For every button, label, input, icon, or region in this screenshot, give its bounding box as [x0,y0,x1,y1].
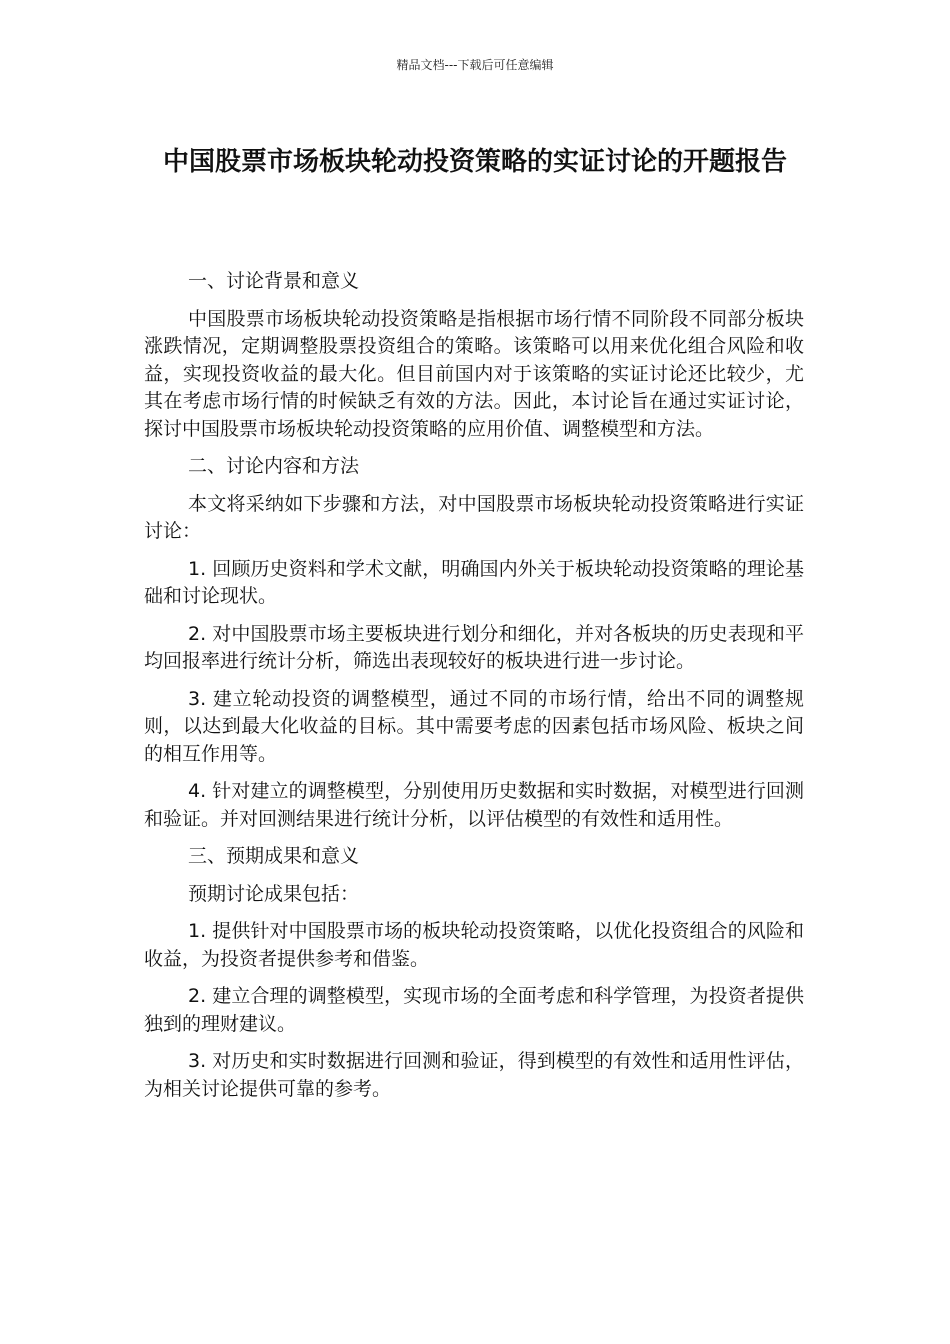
paragraph-results-intro: 预期讨论成果包括： [188,882,360,905]
section-heading-expected-results: 三、预期成果和意义 [188,845,360,867]
list-item-result-2: 2. 建立合理的调整模型，实现市场的全面考虑和科学管理，为投资者提供独到的理财建议。 [144,985,804,1035]
list-item-method-1: 1. 回顾历史资料和学术文献，明确国内外关于板块轮动投资策略的理论基础和讨论现状。 [144,557,804,607]
paragraph-method-intro: 本文将采纳如下步骤和方法，对中国股票市场板块轮动投资策略进行实证讨论： [144,492,804,542]
list-item-result-1: 1. 提供针对中国股票市场的板块轮动投资策略，以优化投资组合的风险和收益，为投资者提供参考和借鉴。 [144,920,804,970]
document-title: 中国股票市场板块轮动投资策略的实证讨论的开题报告 [162,147,787,177]
list-item-method-2: 2. 对中国股票市场主要板块进行划分和细化，并对各板块的历史表现和平均回报率进行统计分析，筛选出表现较好的板块进行进一步讨论。 [144,622,804,672]
list-item-result-3: 3. 对历史和实时数据进行回测和验证，得到模型的有效性和适用性评估，为相关讨论提供可靠的参考。 [144,1050,804,1100]
header-note: 精品文档---下载后可任意编辑 [396,58,554,72]
list-item-method-3: 3. 建立轮动投资的调整模型，通过不同的市场行情，给出不同的调整规则，以达到最大化收益的目标。其中需要考虑的因素包括市场风险、板块之间的相互作用等。 [144,687,804,765]
document-body [144,268,804,1113]
list-item-method-4: 4. 针对建立的调整模型，分别使用历史数据和实时数据，对模型进行回测和验证。并对回测结果进行统计分析，以评估模型的有效性和适用性。 [144,780,804,830]
paragraph-background: 中国股票市场板块轮动投资策略是指根据市场行情不同阶段不同部分板块涨跌情况，定期调整股票投资组合的策略。该策略可以用来优化组合风险和收益，实现投资收益的最大化。但目前国内对于该策略的实证讨论还比较少，尤其在考虑市场行情的时候缺乏有效的方法。因此，本讨论旨在通过实证讨论，探讨中国股票市场板块轮动投资策略的应用价值、调整模型和方法。 [144,307,804,440]
section-heading-content-method: 二、讨论内容和方法 [188,455,360,477]
section-heading-background: 一、讨论背景和意义 [188,270,360,292]
